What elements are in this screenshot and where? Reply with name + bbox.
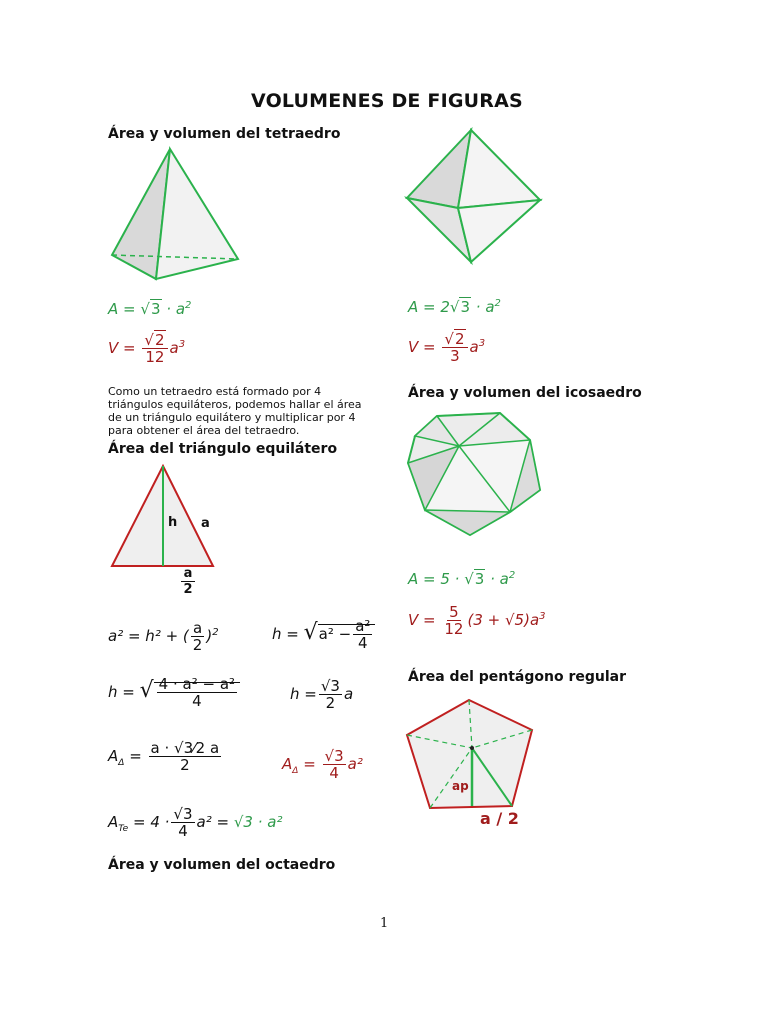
- eq-pythagoras: a² = h² + ( $\frac{a}{2}$ )$^2$: [108, 619, 219, 654]
- octa-volume-formula: V = $\frac{√2}{3}$ $a^3$: [408, 330, 486, 365]
- label-a-over-2: a / 2: [480, 809, 519, 828]
- page-title: VOLUMENES DE FIGURAS: [251, 90, 523, 112]
- label-a-half: a 2: [181, 566, 195, 597]
- label-ap: ap: [452, 779, 469, 793]
- icosa-area-formula: $A = 5 \cdot √3 \cdot a^2$: [408, 570, 516, 588]
- heading-tetraedro: Área y volumen del tetraedro: [108, 126, 341, 142]
- heading-triangulo: Área del triángulo equilátero: [108, 441, 338, 457]
- label-h: h: [168, 515, 178, 530]
- page-number: 1: [380, 916, 389, 931]
- heading-pentagono: Área del pentágono regular: [408, 669, 627, 685]
- eq-h-sqrt: h = √a² − $\frac{\text{a²}}{4}$: [272, 618, 375, 651]
- tetra-volume-formula: V = $\frac{√2}{12}$ $a^3$: [108, 331, 186, 366]
- eq-area-triangle-result: $A_\Delta$ = $\frac{√3}{4}$ a²: [282, 747, 363, 782]
- eq-h-expanded: h = √ $\frac{\text{4 · a² − a²}}{4}$: [108, 676, 240, 709]
- icosa-volume-formula: V = $\frac{5}{12}$ $(3 + √5)a^3$: [408, 603, 546, 638]
- octa-area-formula: $A = 2√3 \cdot a^2$: [408, 298, 501, 316]
- label-a: a: [201, 516, 210, 531]
- eq-area-triangle: $A_\Delta$ = $\frac{a \cdot √3⁄2 a}{2}$: [108, 739, 220, 774]
- tetra-paragraph: Como un tetraedro está formado por 4 triángulos equiláteros, podemos hallar el área de un triángulo equilátero y multiplicar por 4 para obtener el área del tetraedro.: [108, 385, 362, 437]
- tetra-area-formula: $A = √3 \cdot a^2$: [108, 300, 192, 318]
- heading-icosaedro: Área y volumen del icosaedro: [408, 385, 642, 401]
- heading-octaedro: Área y volumen del octaedro: [108, 857, 336, 873]
- eq-area-tetra: $A_{Te} = 4$ · $\frac{√3}{4}$ a² = √3 · a²: [108, 805, 283, 840]
- eq-h-result: h = $\frac{√3}{2}$ a: [290, 677, 354, 712]
